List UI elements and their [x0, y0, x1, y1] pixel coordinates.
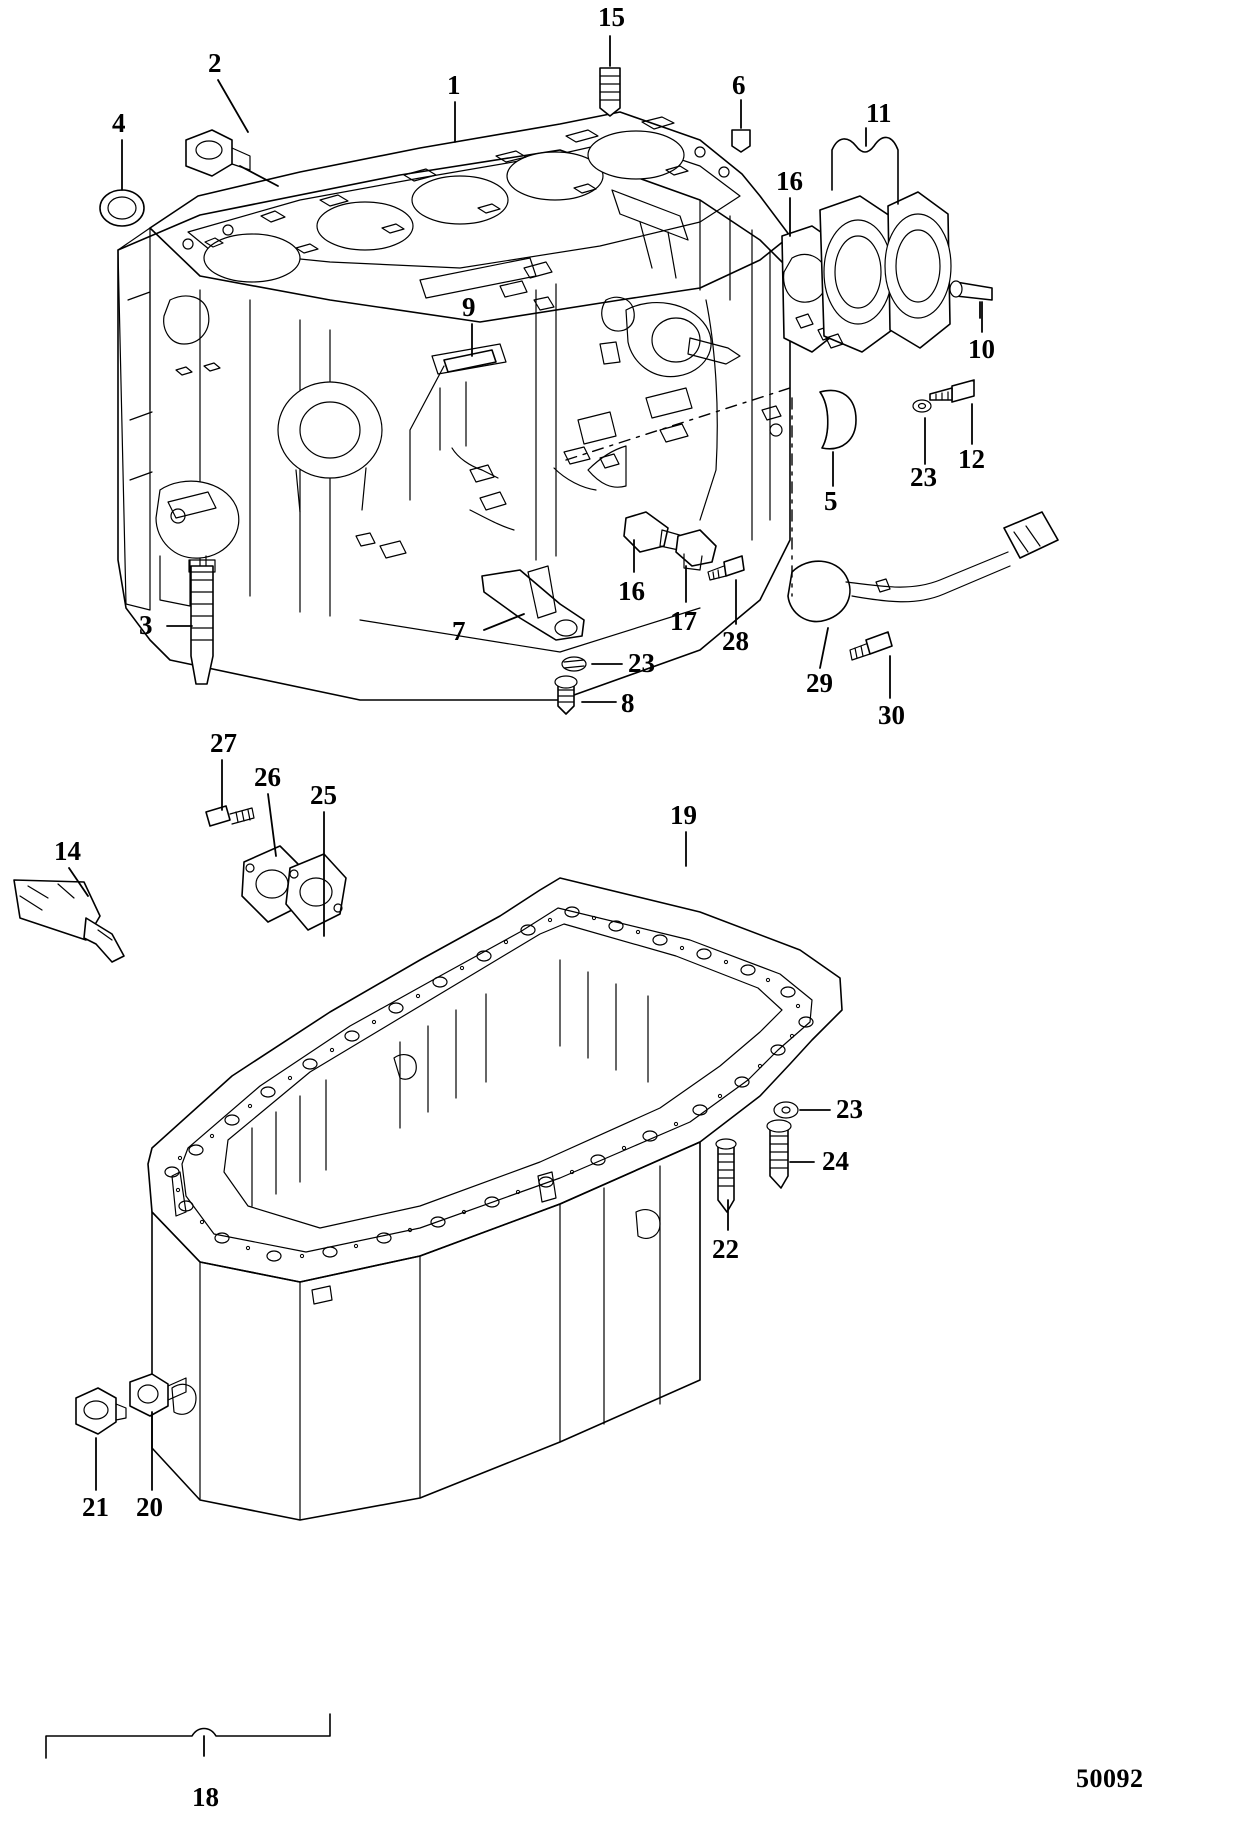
callout-9: 9 — [462, 292, 476, 322]
callout-19: 19 — [670, 800, 697, 830]
part-6-plug — [732, 130, 750, 152]
callout-30: 30 — [878, 700, 905, 730]
callout-5: 5 — [824, 486, 838, 516]
callout-23-b: 23 — [910, 462, 937, 492]
part-8-bolt — [555, 676, 577, 714]
callout-10: 10 — [968, 334, 995, 364]
oil-pan-group — [148, 878, 842, 1520]
part-4-core-plug — [100, 190, 144, 226]
part-5-oil-seal — [820, 390, 856, 448]
callout-23-c: 23 — [836, 1094, 863, 1124]
callout-16-upper: 16 — [776, 166, 803, 196]
callout-15: 15 — [598, 2, 625, 32]
part-3-bolt — [189, 560, 215, 684]
callout-29: 29 — [806, 668, 833, 698]
callout-18: 18 — [192, 1782, 219, 1812]
part-23-washer-b — [562, 657, 586, 671]
callout-1: 1 — [447, 70, 461, 100]
callout-28: 28 — [722, 626, 749, 656]
part-17-oil-pressure-switch — [676, 530, 716, 570]
part-27-bolt — [206, 806, 254, 826]
part-23-washer-a — [913, 400, 931, 412]
figure-number: 50092 — [1076, 1764, 1144, 1793]
callout-12: 12 — [958, 444, 985, 474]
part-7-sensor-bracket — [482, 566, 584, 640]
part-2-plug — [186, 130, 278, 186]
part-12-bolt — [930, 380, 974, 402]
part-11-seal-carrier-group — [820, 192, 951, 352]
callout-20: 20 — [136, 1492, 163, 1522]
callout-24: 24 — [822, 1146, 849, 1176]
part-23-washer-c — [774, 1102, 798, 1118]
part-9-dipstick-tube — [410, 350, 496, 500]
part-24-bolt — [767, 1120, 791, 1188]
callout-4: 4 — [112, 108, 126, 138]
callout-3: 3 — [139, 610, 153, 640]
callout-14: 14 — [54, 836, 81, 866]
part-21-drain-plug — [76, 1388, 126, 1434]
callout-7: 7 — [452, 616, 466, 646]
callout-27: 27 — [210, 728, 237, 758]
callout-25: 25 — [310, 780, 337, 810]
callout-22: 22 — [712, 1234, 739, 1264]
callout-6: 6 — [732, 70, 746, 100]
callout-26: 26 — [254, 762, 281, 792]
part-22-bolt — [716, 1139, 736, 1212]
part-14-sealant-tube — [14, 880, 124, 962]
part-10-dowel — [950, 281, 992, 318]
callout-8: 8 — [621, 688, 635, 718]
callout-11: 11 — [866, 98, 892, 128]
callout-17: 17 — [670, 606, 697, 636]
callout-16-lower: 16 — [618, 576, 645, 606]
part-25-flange — [286, 854, 346, 930]
callout-23-a: 23 — [628, 648, 655, 678]
part-20-gasket-washer — [130, 1374, 186, 1416]
part-29-crank-sensor — [788, 512, 1058, 622]
part-30-bolt — [850, 632, 892, 660]
part-15-dowel-pin — [600, 68, 620, 116]
callout-21: 21 — [82, 1492, 109, 1522]
callout-2: 2 — [208, 48, 222, 78]
